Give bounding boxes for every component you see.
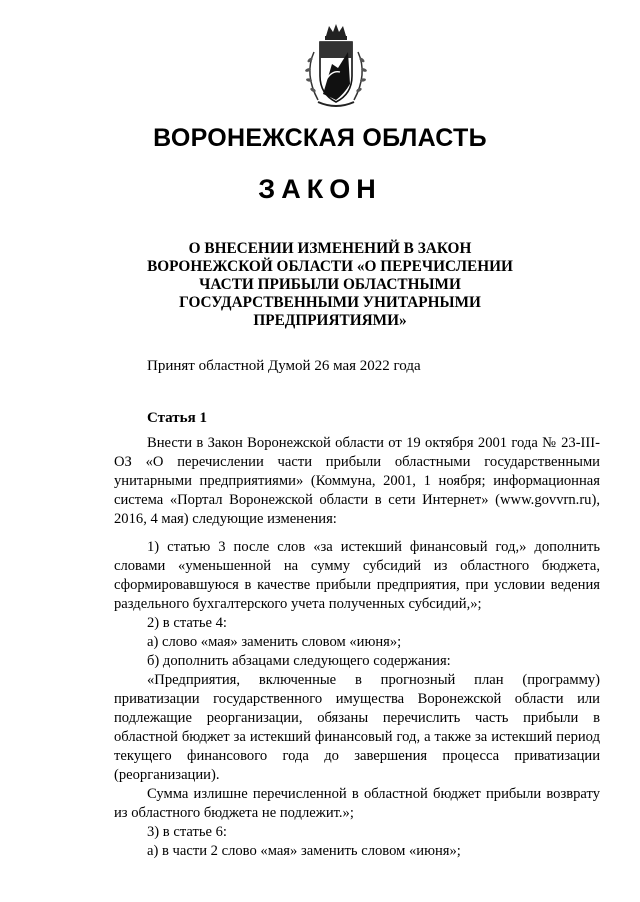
- region-name: ВОРОНЕЖСКАЯ ОБЛАСТЬ: [153, 124, 487, 152]
- article-item: б) дополнить абзацами следующего содержания:: [147, 653, 451, 669]
- article-intro: Внести в Закон Воронежской области от 19 октября 2001 года № 23-III-ОЗ «О перечислении части прибыли областными государственными унитарными предприятиями» (Коммуна, 2001, 1 ноября; информационная система «Портал Воронежской области в сети Интернет» (www.govvrn.ru), 2016, 4 мая) следующие изменения:: [114, 435, 600, 527]
- article-item: 3) в статье 6:: [147, 824, 227, 840]
- article-items: [114, 538, 600, 861]
- coat-of-arms-icon: [296, 22, 376, 110]
- law-title-line: ПРЕДПРИЯТИЯМИ»: [253, 312, 407, 329]
- law-title-line: ЧАСТИ ПРИБЫЛИ ОБЛАСТНЫМИ: [199, 276, 461, 293]
- article-item: «Предприятия, включенные в прогнозный план (программу) приватизации государственного имущества Воронежской области или подлежащие реорганизации, обязаны перечислить часть прибыли в областной бюджет за истекший финансовый год, а также за истекший период текущего финансового года до завершения процесса приватизации (реорганизации).: [114, 672, 600, 783]
- article-heading: Статья 1: [147, 410, 207, 426]
- article-item: 1) статью 3 после слов «за истекший финансовый год,» дополнить словами «уменьшенной на сумму субсидий из областного бюджета, сформировавшуюся в качестве прибыли предприятия, при условии ведения раздельного бухгалтерского учета полученных субсидий,»;: [114, 539, 600, 612]
- law-title-line: ВОРОНЕЖСКОЙ ОБЛАСТИ «О ПЕРЕЧИСЛЕНИИ: [147, 258, 513, 275]
- document-type: ЗАКОН: [258, 174, 382, 204]
- law-title-line: О ВНЕСЕНИИ ИЗМЕНЕНИЙ В ЗАКОН: [188, 240, 472, 257]
- article-item: а) в части 2 слово «мая» заменить словом «июня»;: [147, 843, 461, 859]
- law-title-line: ГОСУДАРСТВЕННЫМИ УНИТАРНЫМИ: [179, 294, 481, 311]
- article-item: 2) в статье 4:: [147, 615, 227, 631]
- article-item: а) слово «мая» заменить словом «июня»;: [147, 634, 402, 650]
- law-title: [140, 240, 520, 330]
- article-item: Сумма излишне перечисленной в областной бюджет прибыли возврату из областного бюджета не подлежит.»;: [114, 786, 600, 821]
- adoption-note: Принят областной Думой 26 мая 2022 года: [147, 358, 421, 374]
- article-intro-block: [114, 434, 600, 529]
